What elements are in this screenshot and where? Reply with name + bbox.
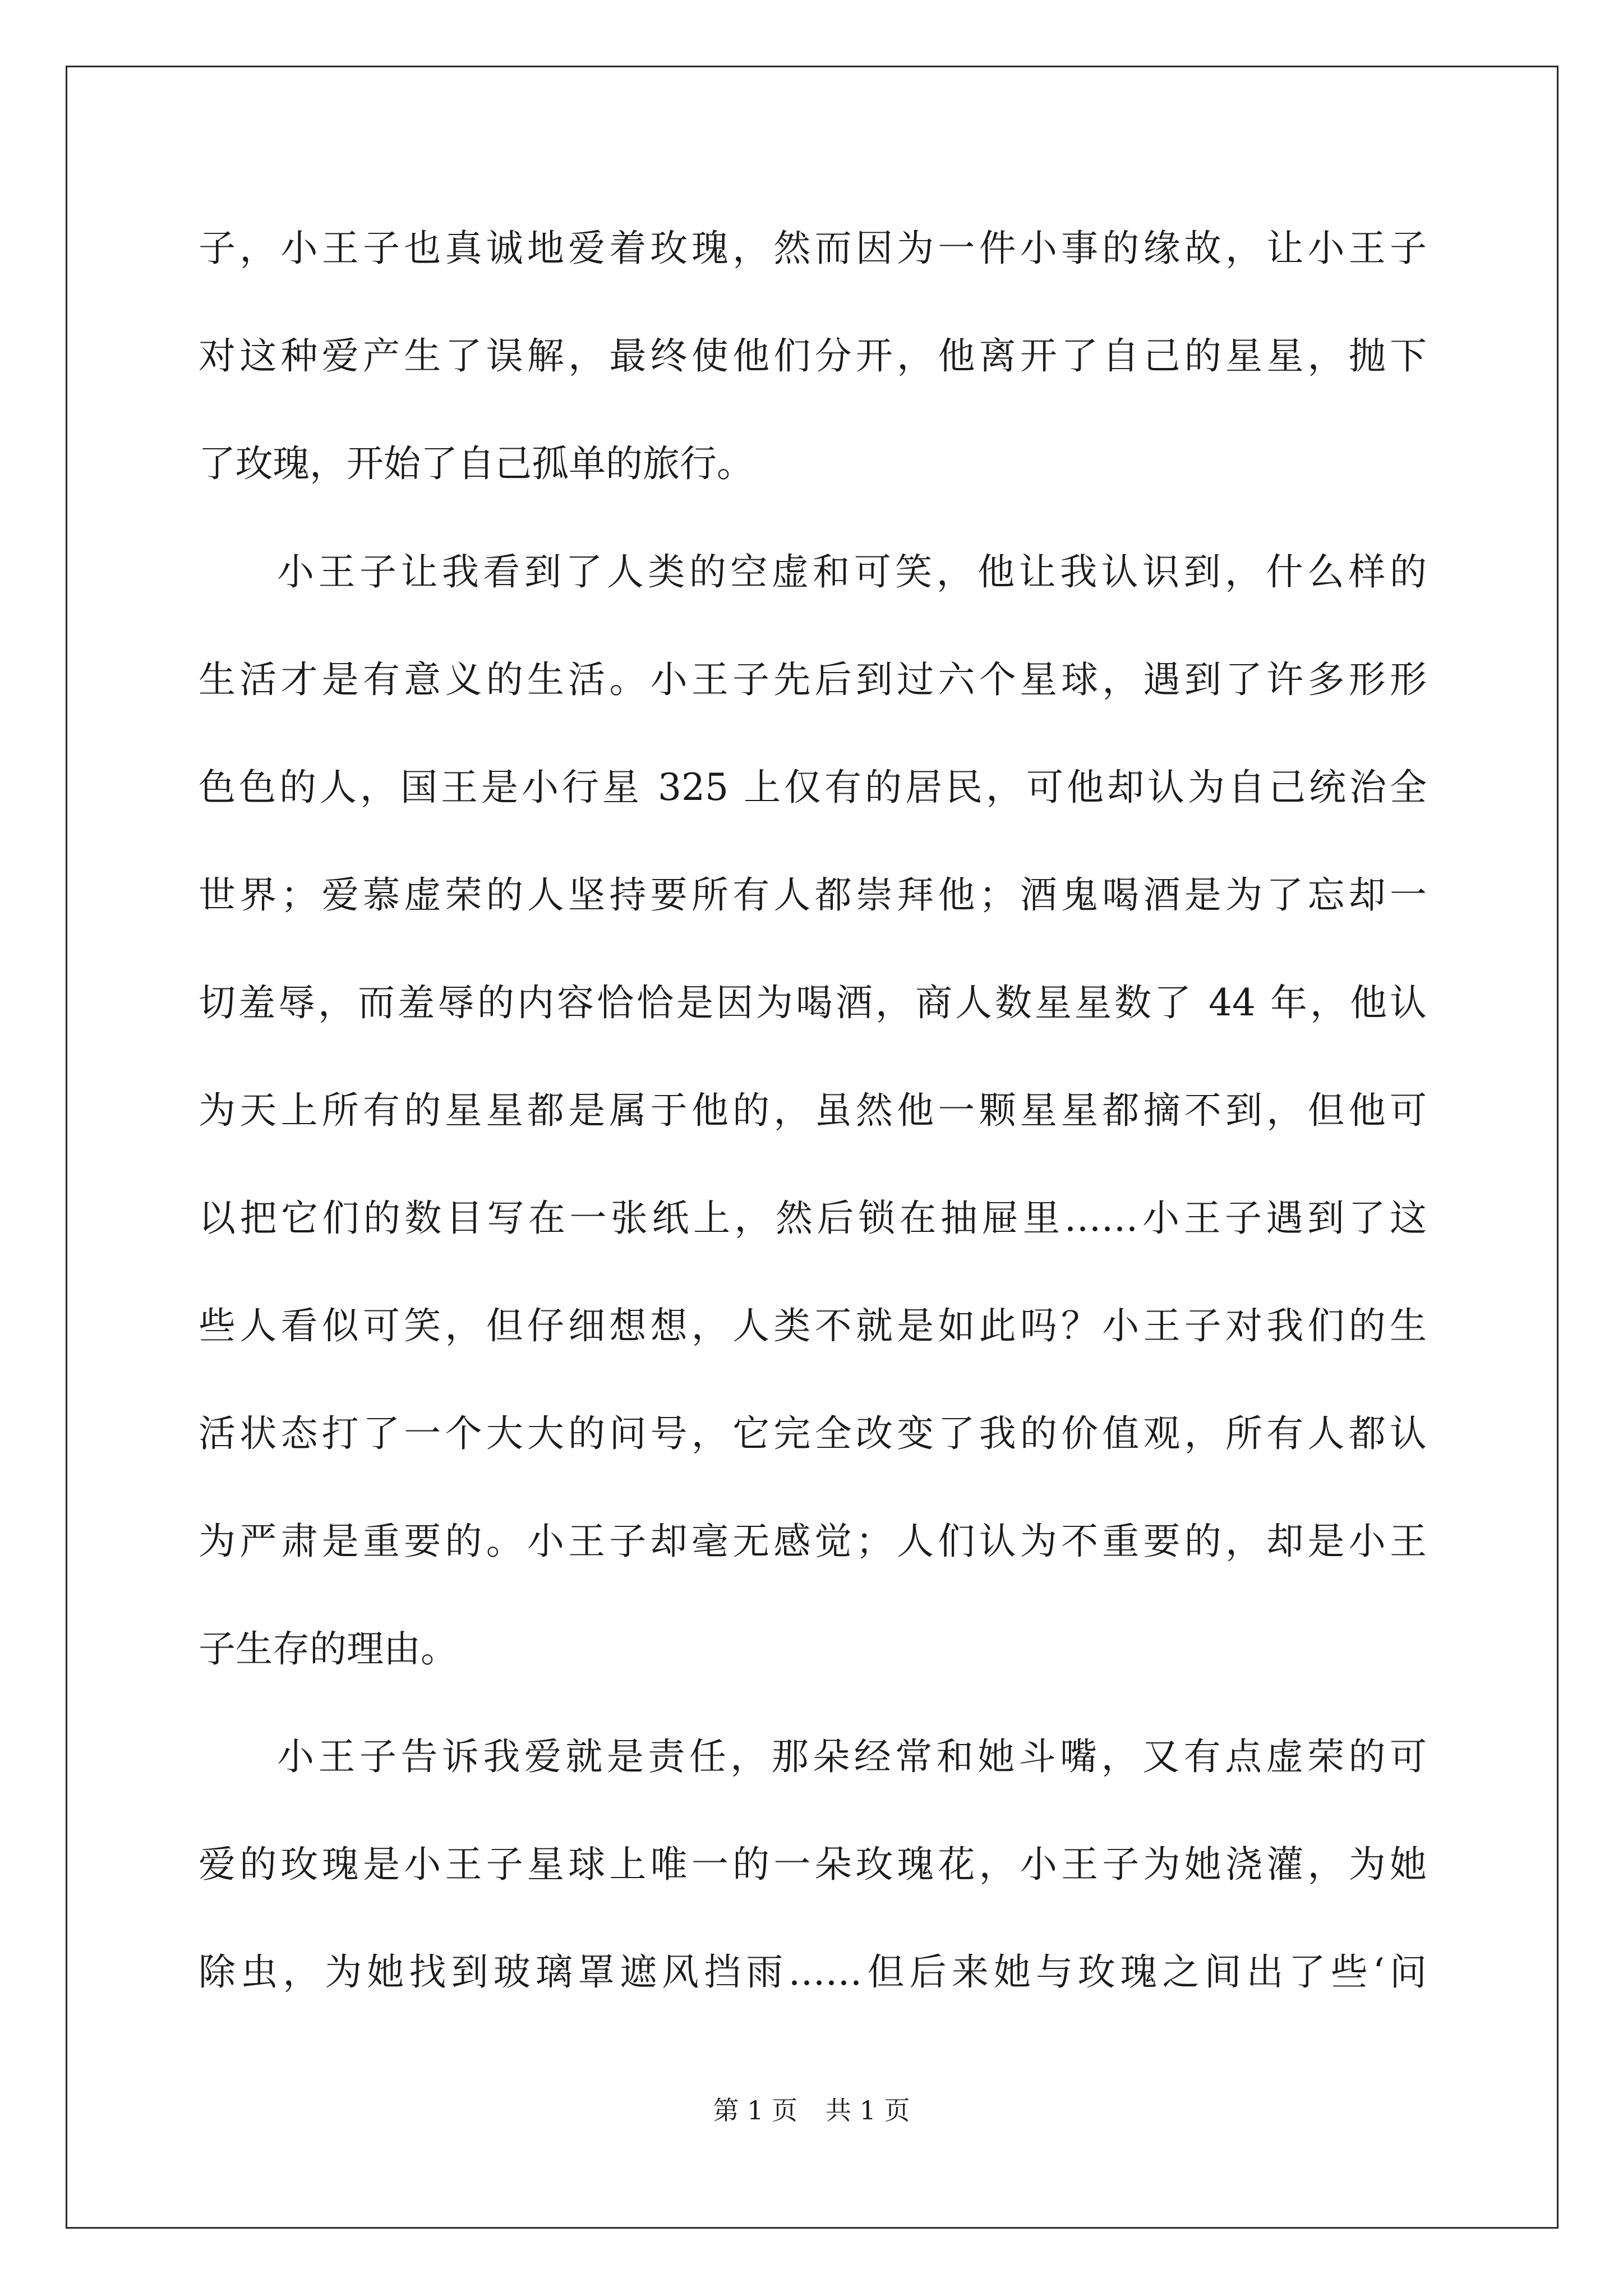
text-line: 子，小王子也真诚地爱着玫瑰，然而因为一件小事的缘故，让小王子 [199,227,1427,270]
page-number-total: 共 1 页 [826,2095,910,2125]
text-line: 为天上所有的星星都是属于他的，虽然他一颗星星都摘不到，但他可 [199,1089,1427,1132]
page-border [66,66,1559,2229]
text-line: 以把它们的数目写在一张纸上，然后锁在抽屉里……小王子遇到了这 [199,1197,1427,1240]
text-line: 小王子告诉我爱就是责任，那朵经常和她斗嘴，又有点虚荣的可 [277,1735,1427,1778]
text-line: 为严肃是重要的。小王子却毫无感觉；人们认为不重要的，却是小王 [199,1520,1427,1563]
text-line: 了玫瑰，开始了自己孤单的旅行。 [199,442,754,485]
text-line: 子生存的理由。 [199,1627,458,1671]
text-line: 活状态打了一个大大的问号，它完全改变了我的价值观，所有人都认 [199,1412,1427,1455]
text-line: 色色的人，国王是小行星 325 上仅有的居民，可他却认为自己统治全 [199,766,1427,809]
text-line: 除虫，为她找到玻璃罩遮风挡雨……但后来她与玫瑰之间出了些‘问 [199,1950,1427,1994]
text-line: 爱的玫瑰是小王子星球上唯一的一朵玫瑰花，小王子为她浇灌，为她 [199,1843,1427,1886]
text-line: 生活才是有意义的生活。小王子先后到过六个星球，遇到了许多形形 [199,658,1427,701]
page-footer [0,2093,1623,2127]
text-line: 小王子让我看到了人类的空虚和可笑，他让我认识到，什么样的 [277,550,1427,593]
text-line: 对这种爱产生了误解，最终使他们分开，他离开了自己的星星，抛下 [199,334,1427,378]
page-number-current: 第 1 页 [713,2095,797,2125]
text-line: 世界；爱慕虚荣的人坚持要所有人都崇拜他；酒鬼喝酒是为了忘却一 [199,873,1427,917]
text-line: 些人看似可笑，但仔细想想，人类不就是如此吗？小王子对我们的生 [199,1304,1427,1347]
text-line: 切羞辱，而羞辱的内容恰恰是因为喝酒，商人数星星数了 44 年，他认 [199,981,1427,1024]
